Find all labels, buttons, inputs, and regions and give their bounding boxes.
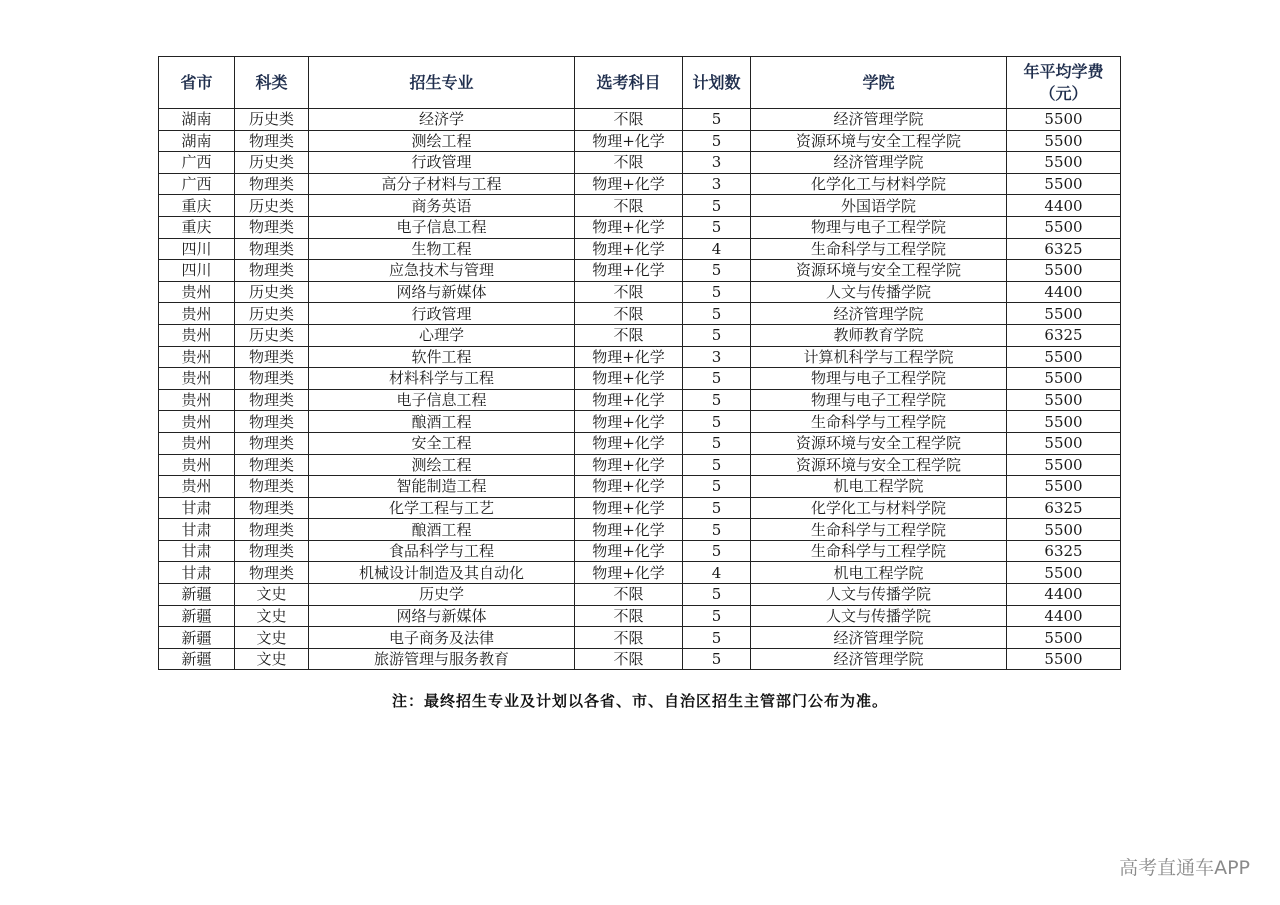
cell-province: 新疆	[159, 584, 235, 606]
cell-annual-fee: 5500	[1007, 389, 1121, 411]
cell-annual-fee: 5500	[1007, 216, 1121, 238]
table-row	[159, 368, 1121, 390]
cell-annual-fee: 5500	[1007, 627, 1121, 649]
cell-plan-count: 5	[683, 130, 751, 152]
cell-plan-count: 5	[683, 605, 751, 627]
table-row	[159, 173, 1121, 195]
cell-province: 贵州	[159, 324, 235, 346]
cell-college: 经济管理学院	[751, 648, 1007, 670]
cell-category: 历史类	[235, 324, 309, 346]
cell-category: 文史	[235, 584, 309, 606]
cell-province: 重庆	[159, 195, 235, 217]
cell-annual-fee: 5500	[1007, 346, 1121, 368]
table-header-row	[159, 57, 1121, 109]
cell-category: 物理类	[235, 411, 309, 433]
cell-college: 生命科学与工程学院	[751, 411, 1007, 433]
cell-major: 经济学	[309, 109, 575, 131]
cell-province: 甘肃	[159, 540, 235, 562]
cell-plan-count: 5	[683, 195, 751, 217]
cell-major: 化学工程与工艺	[309, 497, 575, 519]
cell-category: 物理类	[235, 216, 309, 238]
cell-annual-fee: 6325	[1007, 324, 1121, 346]
cell-major: 旅游管理与服务教育	[309, 648, 575, 670]
cell-plan-count: 5	[683, 648, 751, 670]
cell-subjects: 不限	[575, 195, 683, 217]
cell-major: 商务英语	[309, 195, 575, 217]
table-row	[159, 605, 1121, 627]
cell-subjects: 不限	[575, 109, 683, 131]
cell-plan-count: 5	[683, 519, 751, 541]
cell-subjects: 不限	[575, 627, 683, 649]
header-annual-fee: 年平均学费（元）	[1007, 57, 1121, 109]
cell-plan-count: 5	[683, 411, 751, 433]
cell-category: 历史类	[235, 281, 309, 303]
cell-college: 计算机科学与工程学院	[751, 346, 1007, 368]
cell-annual-fee: 5500	[1007, 562, 1121, 584]
cell-province: 新疆	[159, 605, 235, 627]
cell-subjects: 物理+化学	[575, 432, 683, 454]
cell-plan-count: 3	[683, 152, 751, 174]
cell-college: 经济管理学院	[751, 303, 1007, 325]
cell-major: 食品科学与工程	[309, 540, 575, 562]
cell-plan-count: 5	[683, 324, 751, 346]
cell-major: 行政管理	[309, 152, 575, 174]
cell-category: 历史类	[235, 109, 309, 131]
cell-college: 资源环境与安全工程学院	[751, 130, 1007, 152]
header-major: 招生专业	[309, 57, 575, 109]
cell-college: 人文与传播学院	[751, 605, 1007, 627]
cell-major: 网络与新媒体	[309, 281, 575, 303]
cell-college: 生命科学与工程学院	[751, 540, 1007, 562]
cell-major: 网络与新媒体	[309, 605, 575, 627]
cell-province: 四川	[159, 238, 235, 260]
table-row	[159, 648, 1121, 670]
cell-annual-fee: 5500	[1007, 109, 1121, 131]
cell-subjects: 物理+化学	[575, 173, 683, 195]
cell-annual-fee: 5500	[1007, 303, 1121, 325]
cell-subjects: 不限	[575, 584, 683, 606]
cell-college: 化学化工与材料学院	[751, 173, 1007, 195]
cell-plan-count: 5	[683, 303, 751, 325]
cell-category: 文史	[235, 605, 309, 627]
cell-college: 资源环境与安全工程学院	[751, 454, 1007, 476]
cell-province: 新疆	[159, 648, 235, 670]
cell-category: 文史	[235, 627, 309, 649]
cell-annual-fee: 5500	[1007, 454, 1121, 476]
cell-plan-count: 5	[683, 540, 751, 562]
cell-province: 甘肃	[159, 519, 235, 541]
cell-category: 物理类	[235, 519, 309, 541]
cell-major: 酿酒工程	[309, 519, 575, 541]
cell-annual-fee: 4400	[1007, 605, 1121, 627]
cell-subjects: 物理+化学	[575, 562, 683, 584]
cell-major: 安全工程	[309, 432, 575, 454]
table-row	[159, 195, 1121, 217]
cell-annual-fee: 4400	[1007, 281, 1121, 303]
cell-subjects: 不限	[575, 605, 683, 627]
table-row	[159, 432, 1121, 454]
cell-province: 贵州	[159, 389, 235, 411]
cell-college: 生命科学与工程学院	[751, 238, 1007, 260]
cell-category: 历史类	[235, 152, 309, 174]
cell-major: 应急技术与管理	[309, 260, 575, 282]
table-row	[159, 238, 1121, 260]
cell-subjects: 物理+化学	[575, 130, 683, 152]
cell-province: 贵州	[159, 303, 235, 325]
table-row	[159, 519, 1121, 541]
cell-category: 物理类	[235, 540, 309, 562]
cell-major: 电子信息工程	[309, 216, 575, 238]
cell-annual-fee: 5500	[1007, 476, 1121, 498]
cell-college: 生命科学与工程学院	[751, 519, 1007, 541]
cell-major: 电子商务及法律	[309, 627, 575, 649]
cell-subjects: 物理+化学	[575, 238, 683, 260]
cell-annual-fee: 6325	[1007, 238, 1121, 260]
cell-annual-fee: 5500	[1007, 130, 1121, 152]
cell-province: 重庆	[159, 216, 235, 238]
watermark-text: 高考直通车APP	[1119, 857, 1250, 879]
cell-plan-count: 5	[683, 454, 751, 476]
cell-province: 湖南	[159, 130, 235, 152]
cell-plan-count: 5	[683, 497, 751, 519]
cell-category: 历史类	[235, 303, 309, 325]
table-row	[159, 540, 1121, 562]
cell-major: 心理学	[309, 324, 575, 346]
cell-province: 贵州	[159, 476, 235, 498]
cell-major: 测绘工程	[309, 130, 575, 152]
cell-college: 物理与电子工程学院	[751, 216, 1007, 238]
cell-subjects: 物理+化学	[575, 540, 683, 562]
cell-subjects: 物理+化学	[575, 260, 683, 282]
cell-college: 人文与传播学院	[751, 281, 1007, 303]
table-row	[159, 152, 1121, 174]
cell-province: 甘肃	[159, 562, 235, 584]
cell-major: 行政管理	[309, 303, 575, 325]
cell-category: 物理类	[235, 389, 309, 411]
header-province: 省市	[159, 57, 235, 109]
cell-category: 物理类	[235, 130, 309, 152]
cell-category: 物理类	[235, 346, 309, 368]
cell-category: 物理类	[235, 260, 309, 282]
cell-major: 机械设计制造及其自动化	[309, 562, 575, 584]
cell-college: 物理与电子工程学院	[751, 368, 1007, 390]
cell-major: 测绘工程	[309, 454, 575, 476]
cell-plan-count: 5	[683, 109, 751, 131]
cell-college: 经济管理学院	[751, 109, 1007, 131]
cell-category: 物理类	[235, 173, 309, 195]
cell-plan-count: 5	[683, 260, 751, 282]
cell-annual-fee: 5500	[1007, 648, 1121, 670]
cell-plan-count: 4	[683, 562, 751, 584]
table-row	[159, 476, 1121, 498]
cell-annual-fee: 4400	[1007, 584, 1121, 606]
cell-major: 电子信息工程	[309, 389, 575, 411]
cell-province: 广西	[159, 152, 235, 174]
cell-province: 贵州	[159, 411, 235, 433]
table-body	[159, 109, 1121, 670]
header-subjects: 选考科目	[575, 57, 683, 109]
cell-subjects: 物理+化学	[575, 476, 683, 498]
cell-province: 贵州	[159, 281, 235, 303]
cell-college: 经济管理学院	[751, 627, 1007, 649]
cell-category: 物理类	[235, 368, 309, 390]
cell-category: 物理类	[235, 454, 309, 476]
cell-plan-count: 5	[683, 432, 751, 454]
header-plan-count: 计划数	[683, 57, 751, 109]
cell-college: 人文与传播学院	[751, 584, 1007, 606]
cell-annual-fee: 5500	[1007, 173, 1121, 195]
cell-annual-fee: 4400	[1007, 195, 1121, 217]
cell-plan-count: 3	[683, 173, 751, 195]
cell-major: 材料科学与工程	[309, 368, 575, 390]
cell-province: 四川	[159, 260, 235, 282]
cell-category: 物理类	[235, 238, 309, 260]
table-row	[159, 454, 1121, 476]
cell-plan-count: 5	[683, 627, 751, 649]
cell-province: 贵州	[159, 432, 235, 454]
table-row	[159, 281, 1121, 303]
cell-plan-count: 5	[683, 389, 751, 411]
cell-subjects: 不限	[575, 303, 683, 325]
cell-subjects: 不限	[575, 648, 683, 670]
table-row	[159, 346, 1121, 368]
cell-plan-count: 5	[683, 476, 751, 498]
cell-category: 物理类	[235, 476, 309, 498]
cell-college: 物理与电子工程学院	[751, 389, 1007, 411]
cell-subjects: 物理+化学	[575, 346, 683, 368]
table-row	[159, 497, 1121, 519]
cell-subjects: 物理+化学	[575, 454, 683, 476]
table-row	[159, 411, 1121, 433]
table-row	[159, 324, 1121, 346]
cell-province: 新疆	[159, 627, 235, 649]
table-row	[159, 562, 1121, 584]
cell-category: 物理类	[235, 497, 309, 519]
cell-category: 文史	[235, 648, 309, 670]
table-row	[159, 130, 1121, 152]
cell-subjects: 物理+化学	[575, 411, 683, 433]
cell-subjects: 不限	[575, 324, 683, 346]
table-row	[159, 260, 1121, 282]
cell-major: 历史学	[309, 584, 575, 606]
cell-college: 机电工程学院	[751, 476, 1007, 498]
cell-province: 贵州	[159, 346, 235, 368]
cell-category: 历史类	[235, 195, 309, 217]
cell-subjects: 物理+化学	[575, 368, 683, 390]
cell-annual-fee: 5500	[1007, 368, 1121, 390]
cell-subjects: 物理+化学	[575, 519, 683, 541]
table-row	[159, 627, 1121, 649]
cell-college: 经济管理学院	[751, 152, 1007, 174]
cell-major: 生物工程	[309, 238, 575, 260]
cell-subjects: 不限	[575, 281, 683, 303]
cell-annual-fee: 5500	[1007, 152, 1121, 174]
cell-plan-count: 5	[683, 216, 751, 238]
table-row	[159, 303, 1121, 325]
cell-annual-fee: 6325	[1007, 497, 1121, 519]
cell-plan-count: 3	[683, 346, 751, 368]
cell-major: 智能制造工程	[309, 476, 575, 498]
table-row	[159, 109, 1121, 131]
cell-major: 软件工程	[309, 346, 575, 368]
cell-college: 外国语学院	[751, 195, 1007, 217]
cell-annual-fee: 5500	[1007, 519, 1121, 541]
cell-college: 机电工程学院	[751, 562, 1007, 584]
header-college: 学院	[751, 57, 1007, 109]
cell-annual-fee: 6325	[1007, 540, 1121, 562]
enrollment-table	[158, 56, 1121, 670]
cell-province: 湖南	[159, 109, 235, 131]
table-row	[159, 389, 1121, 411]
table-row	[159, 584, 1121, 606]
cell-annual-fee: 5500	[1007, 260, 1121, 282]
cell-annual-fee: 5500	[1007, 411, 1121, 433]
cell-annual-fee: 5500	[1007, 432, 1121, 454]
table-row	[159, 216, 1121, 238]
cell-plan-count: 5	[683, 281, 751, 303]
cell-major: 高分子材料与工程	[309, 173, 575, 195]
cell-plan-count: 5	[683, 584, 751, 606]
cell-college: 资源环境与安全工程学院	[751, 432, 1007, 454]
cell-subjects: 物理+化学	[575, 497, 683, 519]
header-category: 科类	[235, 57, 309, 109]
cell-plan-count: 4	[683, 238, 751, 260]
cell-subjects: 物理+化学	[575, 389, 683, 411]
cell-subjects: 不限	[575, 152, 683, 174]
cell-category: 物理类	[235, 432, 309, 454]
cell-province: 贵州	[159, 368, 235, 390]
cell-plan-count: 5	[683, 368, 751, 390]
cell-province: 广西	[159, 173, 235, 195]
cell-province: 贵州	[159, 454, 235, 476]
cell-college: 教师教育学院	[751, 324, 1007, 346]
cell-college: 资源环境与安全工程学院	[751, 260, 1007, 282]
cell-province: 甘肃	[159, 497, 235, 519]
cell-college: 化学化工与材料学院	[751, 497, 1007, 519]
cell-category: 物理类	[235, 562, 309, 584]
cell-subjects: 物理+化学	[575, 216, 683, 238]
footnote: 注：最终招生专业及计划以各省、市、自治区招生主管部门公布为准。	[391, 692, 888, 710]
cell-major: 酿酒工程	[309, 411, 575, 433]
